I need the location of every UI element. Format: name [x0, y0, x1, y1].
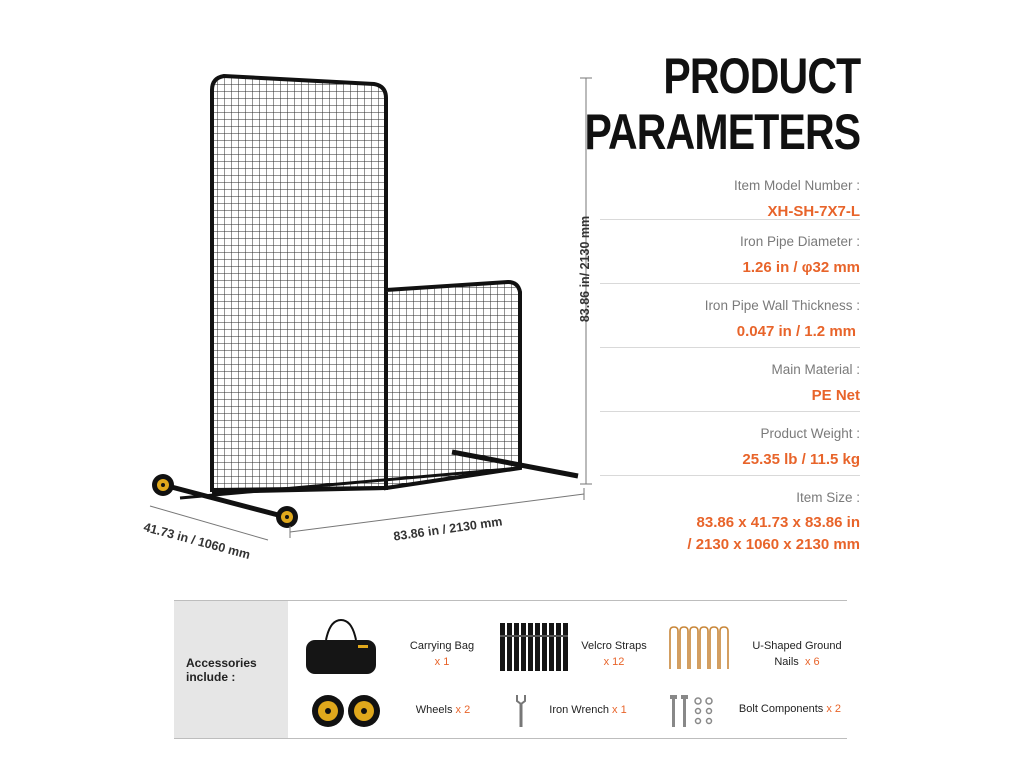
tall-net-panel	[212, 76, 386, 490]
depth-dimension-label: 41.73 in / 1060 mm	[142, 520, 252, 562]
param-value: 0.047 in / 1.2 mm	[736, 323, 856, 340]
accessory-qty: x 1	[434, 656, 450, 668]
accessory-name: Wheels	[415, 704, 453, 716]
accessory-name: Iron Wrench	[549, 704, 609, 716]
accessory-name-line-1: U-Shaped Ground	[752, 640, 842, 652]
accessory-qty: x 2	[455, 704, 471, 716]
param-item-size	[600, 476, 860, 556]
parameter-list	[600, 172, 860, 556]
param-label: Main Material :	[771, 362, 860, 377]
accessory-qty: x 2	[826, 703, 842, 715]
product-illustration	[130, 60, 600, 580]
param-label: Iron Pipe Diameter :	[739, 234, 860, 249]
u-nail-icon	[668, 625, 734, 671]
param-value-line-1: 83.86 x 41.73 x 83.86 in	[696, 514, 860, 531]
param-label: Product Weight :	[760, 426, 860, 441]
bolt-icon	[668, 695, 718, 729]
accessory-iron-wrench	[538, 702, 638, 718]
param-product-weight	[600, 412, 860, 476]
param-label: Item Size :	[796, 490, 860, 505]
param-model-number	[600, 172, 860, 220]
param-value: PE Net	[811, 387, 860, 404]
accessory-name-line-2: Nails	[774, 656, 799, 668]
height-dimension-label: 83.86 in/ 2130 mm	[578, 215, 592, 323]
page-title	[584, 48, 860, 160]
carrying-bag-icon	[304, 618, 378, 676]
param-value: 1.26 in / φ32 mm	[742, 259, 860, 276]
width-dimension-label: 83.86 in / 2130 mm	[392, 514, 504, 544]
param-pipe-diameter	[600, 220, 860, 284]
accessories-header	[174, 601, 288, 738]
accessory-u-nails	[742, 638, 852, 670]
param-label: Iron Pipe Wall Thickness :	[704, 298, 860, 313]
accessory-qty: x 12	[603, 656, 625, 668]
param-main-material	[600, 348, 860, 412]
accessory-name: Carrying Bag	[409, 640, 475, 652]
wheels-icon	[310, 693, 382, 729]
param-label: Item Model Number :	[733, 178, 860, 193]
accessory-name: Velcro Straps	[581, 640, 647, 652]
accessory-bolt-components	[730, 701, 850, 717]
accessories-panel	[174, 600, 847, 739]
title-line-1: PRODUCT	[663, 48, 860, 104]
accessory-qty: x 6	[804, 656, 820, 668]
accessory-name: Bolt Components	[738, 703, 824, 715]
param-value: 25.35 lb / 11.5 kg	[742, 451, 860, 468]
wrench-icon	[514, 693, 528, 729]
accessory-carrying-bag	[402, 638, 482, 670]
title-line-2: PARAMETERS	[584, 104, 860, 160]
velcro-straps-icon	[500, 623, 574, 671]
wheel-icon	[152, 474, 174, 496]
param-value-line-2: / 2130 x 1060 x 2130 mm	[687, 536, 860, 553]
wheel-icon	[276, 506, 298, 528]
short-net-panel	[386, 282, 520, 488]
accessory-velcro-straps	[572, 638, 656, 670]
accessory-wheels	[408, 702, 478, 718]
accessories-title: Accessories include :	[186, 656, 257, 684]
param-value: XH-SH-7X7-L	[767, 203, 860, 220]
param-wall-thickness	[600, 284, 860, 348]
accessory-qty: x 1	[612, 704, 627, 716]
